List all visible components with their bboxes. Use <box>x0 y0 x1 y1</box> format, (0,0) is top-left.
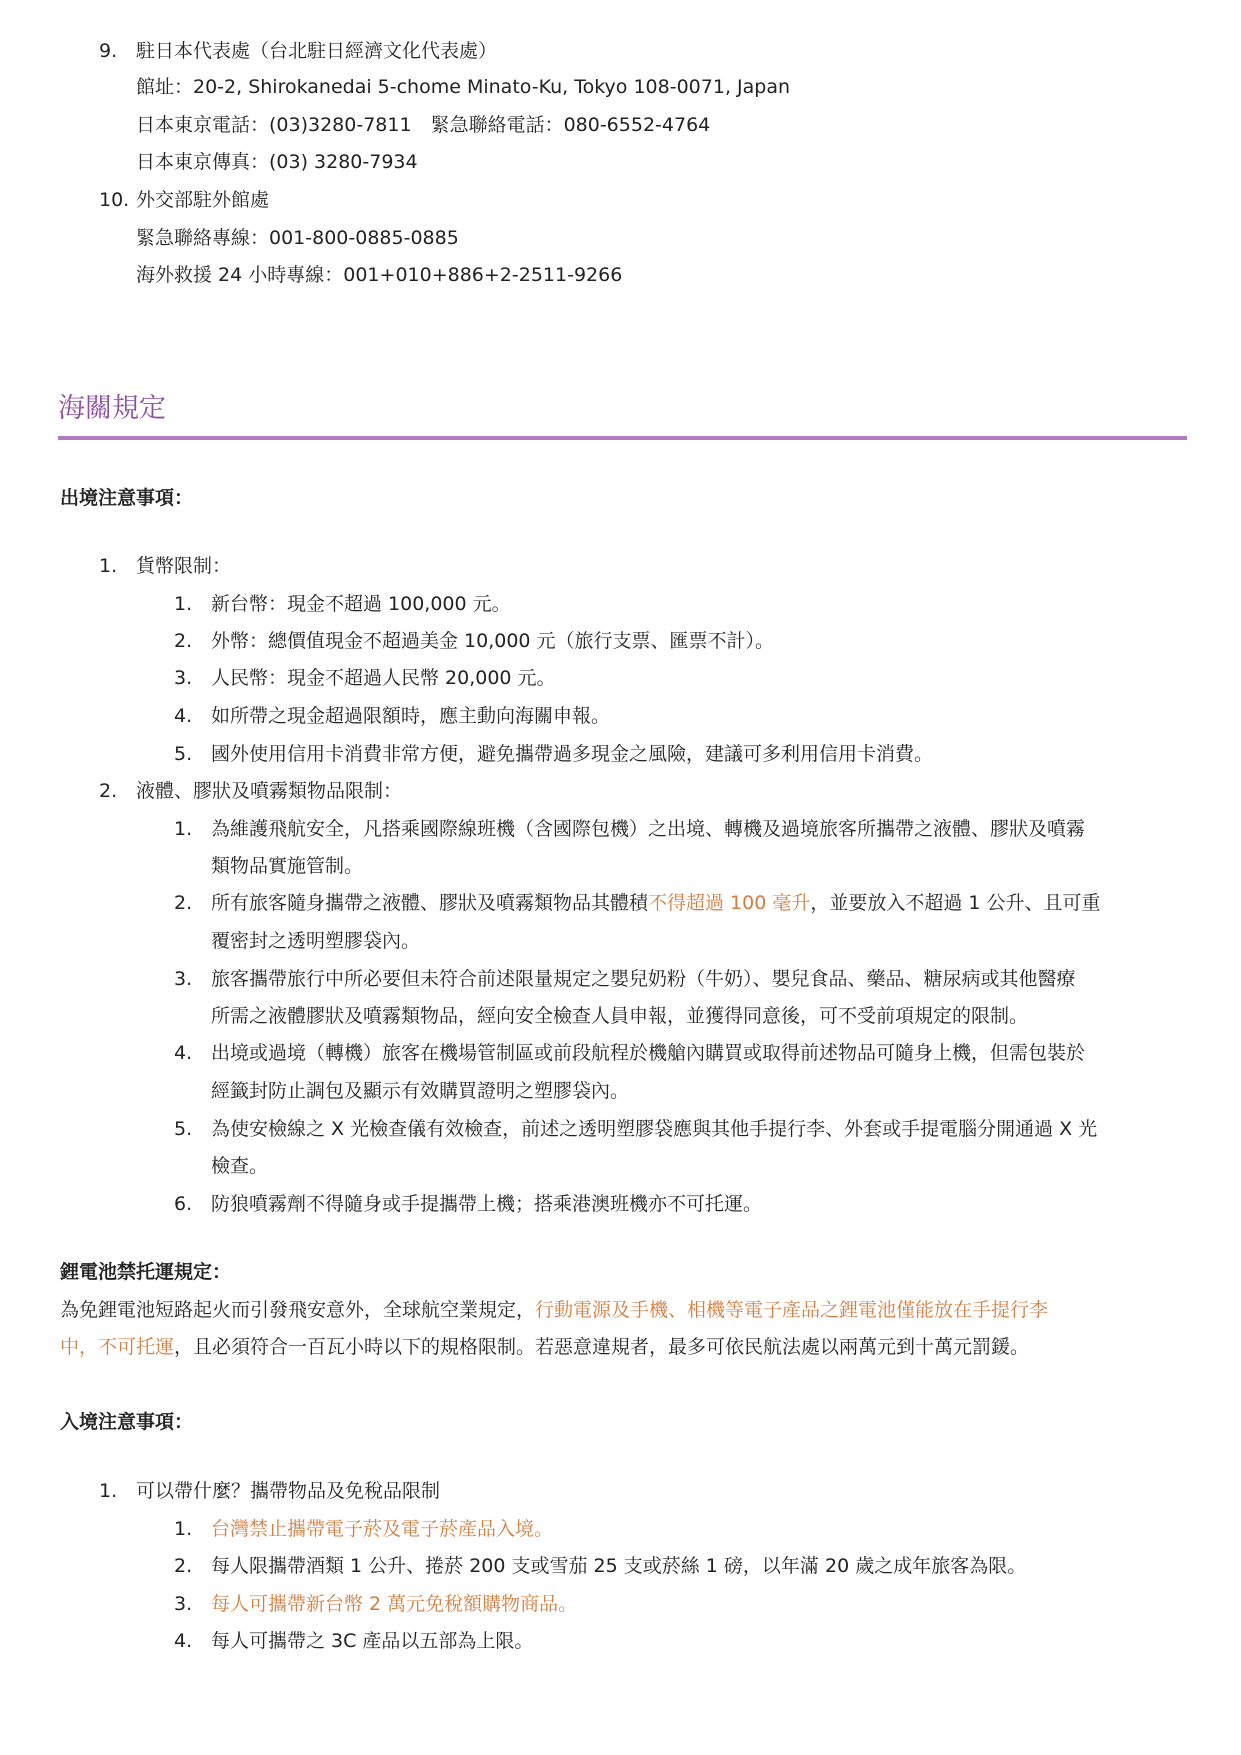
list-number: 2. <box>174 892 193 914</box>
list-number: 5. <box>174 743 193 765</box>
contact-title: 外交部駐外館處 <box>136 189 270 211</box>
highlight-text: 行動電源及手機、相機等電子產品之鋰電池僅能放在手提行李 <box>535 1299 1049 1321</box>
contact-title: 駐日本代表處（台北駐日經濟文化代表處） <box>136 40 498 62</box>
list-item: 新台幣：現金不超過 100,000 元。 <box>211 593 511 615</box>
list-number: 3. <box>174 1593 193 1615</box>
list-item: 人民幣：現金不超過人民幣 20,000 元。 <box>211 667 556 689</box>
allowance-label: 可以帶什麼？攜帶物品及免稅品限制 <box>136 1480 441 1502</box>
list-item: 出境或過境（轉機）旅客在機場管制區或前段航程於機艙內購買或取得前述物品可隨身上機，但需包裝於 <box>211 1042 1086 1064</box>
item-text: ，且必須符合一百瓦小時以下的規格限制。若惡意違規者，最多可依民航法處以兩萬元到十萬元罰鍰。 <box>174 1336 1030 1358</box>
list-item: 如所帶之現金超過限額時，應主動向海關申報。 <box>211 705 611 727</box>
departure-heading: 出境注意事項： <box>60 487 194 509</box>
contact-address: 館址：20-2, Shirokanedai 5-chome Minato-Ku, Tokyo 108-0071, Japan <box>136 76 791 98</box>
list-number: 10. <box>99 189 130 211</box>
list-number: 1. <box>174 818 193 840</box>
arrival-heading: 入境注意事項： <box>60 1411 194 1433</box>
list-item-continued: 經籤封防止調包及顯示有效購買證明之塑膠袋內。 <box>211 1080 630 1102</box>
list-item-continued: 類物品實施管制。 <box>211 855 364 877</box>
contact-hotline: 緊急聯絡專線：001-800-0885-0885 <box>136 227 459 249</box>
highlight-text: 中，不可托運 <box>60 1336 175 1358</box>
contact-phone: 日本東京電話：(03)3280-7811 緊急聯絡電話：080-6552-4764 <box>136 114 711 136</box>
list-number: 2. <box>99 780 118 802</box>
list-item: 每人可攜帶之 3C 產品以五部為上限。 <box>211 1630 534 1652</box>
currency-label: 貨幣限制： <box>136 555 232 577</box>
list-number: 5. <box>174 1118 193 1140</box>
list-item-continued: 所需之液體膠狀及噴霧類物品，經向安全檢查人員申報，並獲得同意後，可不受前項規定的限制。 <box>211 1005 1029 1027</box>
list-number: 6. <box>174 1193 193 1215</box>
list-item-highlight: 台灣禁止攜帶電子菸及電子菸產品入境。 <box>211 1518 554 1540</box>
list-number: 1. <box>99 555 118 577</box>
list-item: 外幣：總價值現金不超過美金 10,000 元（旅行支票、匯票不計）。 <box>211 630 775 652</box>
highlight-text: 不得超過 100 毫升 <box>648 892 811 914</box>
list-item-highlight: 每人可攜帶新台幣 2 萬元免稅額購物商品。 <box>211 1593 578 1615</box>
list-number: 4. <box>174 1630 193 1652</box>
item-text: ，並要放入不超過 1 公升、且可重 <box>810 892 1101 914</box>
list-item: 國外使用信用卡消費非常方便，避免攜帶過多現金之風險，建議可多利用信用卡消費。 <box>211 743 934 765</box>
item-text: 所有旅客隨身攜帶之液體、膠狀及噴霧類物品其體積 <box>211 892 649 914</box>
list-number: 2. <box>174 630 193 652</box>
battery-paragraph-line <box>60 1297 1048 1323</box>
list-number: 2. <box>174 1555 193 1577</box>
list-number: 4. <box>174 1042 193 1064</box>
list-item: 每人限攜帶酒類 1 公升、捲菸 200 支或雪茄 25 支或菸絲 1 磅，以年滿 20 歲之成年旅客為限。 <box>211 1555 1027 1577</box>
list-number: 3. <box>174 968 193 990</box>
list-number: 1. <box>174 593 193 615</box>
item-text: 為免鋰電池短路起火而引發飛安意外，全球航空業規定， <box>60 1299 536 1321</box>
battery-paragraph-line <box>60 1334 1029 1360</box>
list-item: 防狼噴霧劑不得隨身或手提攜帶上機；搭乘港澳班機亦不可托運。 <box>211 1193 763 1215</box>
list-item-continued: 覆密封之透明塑膠袋內。 <box>211 930 421 952</box>
list-number: 1. <box>99 1480 118 1502</box>
list-item: 旅客攜帶旅行中所必要但未符合前述限量規定之嬰兒奶粉（牛奶）、嬰兒食品、藥品、糖尿病或其他醫療 <box>211 968 1076 990</box>
liquids-label: 液體、膠狀及噴霧類物品限制： <box>136 780 403 802</box>
list-item-continued: 檢查。 <box>211 1155 269 1177</box>
list-number: 3. <box>174 667 193 689</box>
list-number: 4. <box>174 705 193 727</box>
section-divider <box>58 436 1187 440</box>
list-item <box>211 890 1101 916</box>
contact-rescue: 海外救援 24 小時專線：001+010+886+2-2511-9266 <box>136 264 623 286</box>
contact-fax: 日本東京傳真：(03) 3280-7934 <box>136 151 418 173</box>
battery-heading: 鋰電池禁托運規定： <box>60 1261 232 1283</box>
list-number: 9. <box>99 40 118 62</box>
list-item: 為維護飛航安全，凡搭乘國際線班機（含國際包機）之出境、轉機及過境旅客所攜帶之液體、膠狀及噴霧 <box>211 818 1086 840</box>
list-number: 1. <box>174 1518 193 1540</box>
section-title: 海關規定 <box>58 393 166 424</box>
list-item: 為使安檢線之 X 光檢查儀有效檢查，前述之透明塑膠袋應與其他手提行李、外套或手提電腦分開通過 X 光 <box>211 1118 1098 1140</box>
